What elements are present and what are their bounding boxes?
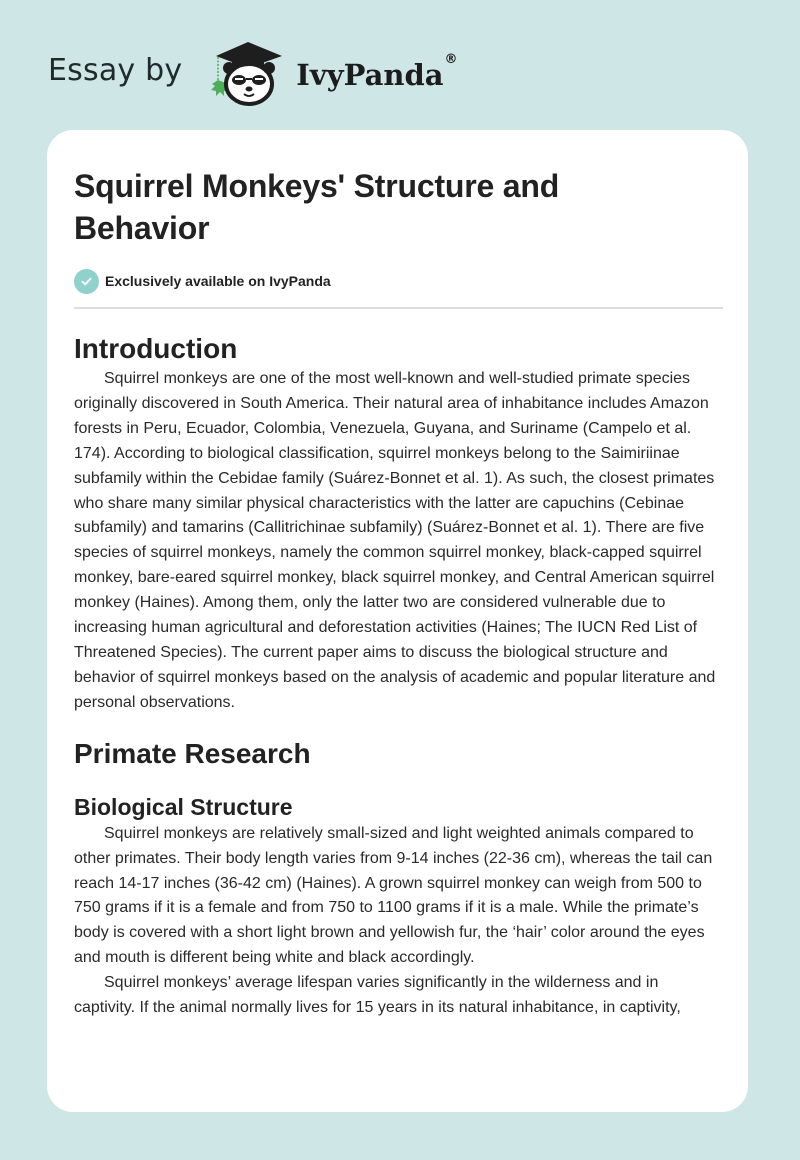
paragraph: Squirrel monkeys are one of the most well-known and well-studied primate species originally discovered in South America. Their natural area of inhabitance includes Amazon forests in Peru, Ecuador, Colombia, Venezuela, Guyana, and Suriname (Campelo et al. 174). According to biological classification, squirrel monkeys belong to the Saimiriinae subfamily within the Cebidae family (Suárez-Bonnet et al. 1). As such, the closest primates who share many similar physical characteristics with the latter are capuchins (Cebinae subfamily) and tamarins (Callitrichinae subfamily) (Suárez-Bonnet et al. 1). There are five species of squirrel monkeys, namely the common squirrel monkey, black-capped squirrel monkey, bare-eared squirrel monkey, black squirrel monkey, and Central American squirrel monkey (Haines). Among them, only the latter two are considered vulnerable due to increasing human agricultural and deforestation activities (Haines; The IUCN Red List of Threatened Species). The current paper aims to discuss the biological structure and behavior of squirrel monkeys based on the analysis of academic and popular literature and personal observations. [74, 370, 716, 711]
section-heading-primate-research: Primate Research [74, 737, 311, 769]
site-header-logo[interactable] [48, 36, 458, 108]
essay-title: Squirrel Monkeys' Structure and Behavior [74, 168, 560, 246]
exclusive-badge [74, 267, 722, 295]
brand-name: IvyPanda® [296, 52, 458, 92]
exclusive-text: Exclusively available on IvyPanda [105, 273, 331, 289]
subsection-heading-biological-structure: Biological Structure [74, 793, 293, 820]
essay-card [47, 130, 748, 1112]
registered-mark: ® [444, 52, 458, 67]
paragraph: Squirrel monkeys are relatively small-sized and light weighted animals compared to other primates. Their body length varies from 9-14 inches (22-36 cm), whereas the tail can reach 14-17 inches (36-42 cm) (Haines). A grown squirrel monkey can weigh from 500 to 750 grams if it is a female and from 750 to 1100 grams if it is a male. While the primate’s body is covered with a short light brown and yellowish fur, the ‘hair’ color around the eyes and mouth is different being white and black accordingly. [74, 824, 713, 967]
panda-graduation-cap-icon [202, 36, 288, 108]
paragraph: Squirrel monkeys’ average lifespan varies significantly in the wilderness and in captivity. If the animal normally lives for 15 years in its natural inhabitance, in captivity, [74, 974, 681, 1017]
essay-by-label: Essay by [48, 52, 183, 88]
section-heading-introduction: Introduction [74, 333, 238, 364]
title-divider [74, 307, 723, 309]
check-circle-icon [74, 269, 99, 294]
